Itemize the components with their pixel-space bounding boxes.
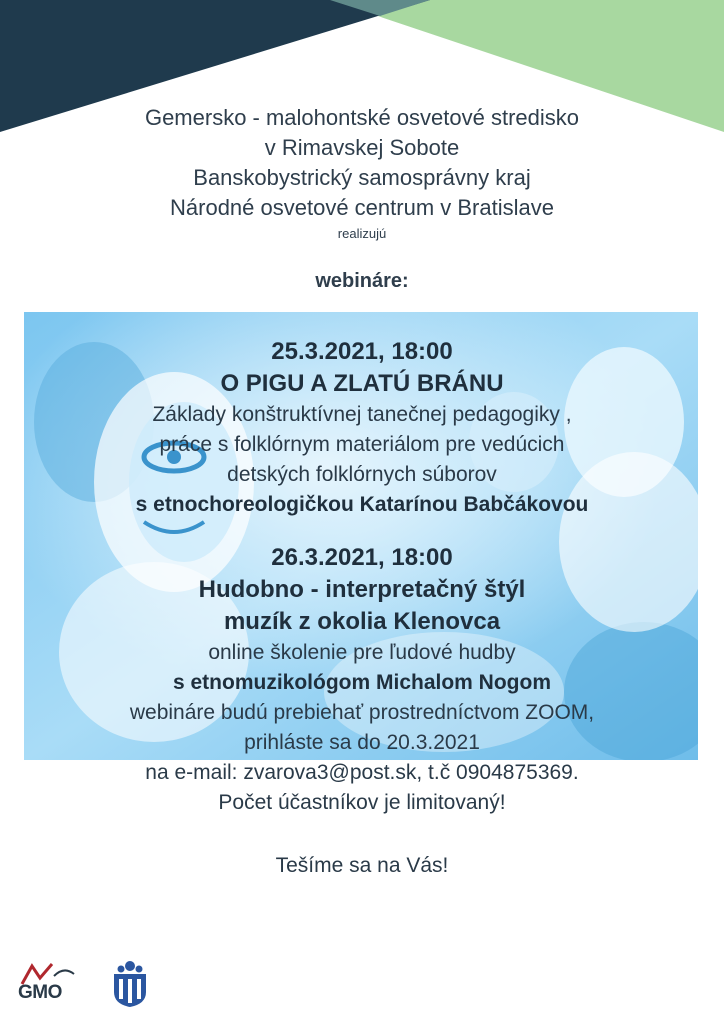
webinar1-desc-1: Základy konštruktívnej tanečnej pedagogiky , — [152, 403, 572, 426]
webinar2-date: 26.3.2021, 18:00 — [271, 544, 453, 571]
organizer-line-3: Banskobystrický samosprávny kraj — [193, 165, 531, 190]
webinar1-lecturer: s etnochoreologičkou Katarínou Babčákovou — [135, 493, 589, 516]
info-line-2: prihláste sa do 20.3.2021 — [244, 731, 480, 754]
organizer-line-4: Národné osvetové centrum v Bratislave — [170, 195, 554, 220]
info-line-4: Počet účastníkov je limitovaný! — [218, 791, 506, 814]
webinar2-desc: online školenie pre ľudové hudby — [208, 641, 516, 664]
webinar1-date: 25.3.2021, 18:00 — [271, 338, 453, 365]
organizer-line-2: v Rimavskej Sobote — [264, 135, 460, 160]
webinar-details — [0, 336, 724, 881]
webinar2-title-1: Hudobno - interpretačný štýl — [198, 576, 526, 603]
webinar2-title-2: muzík z okolia Klenovca — [223, 608, 501, 635]
webinar1-desc-3: detských folklórnych súborov — [227, 463, 497, 486]
closing-text: Tešíme sa na Vás! — [275, 854, 449, 877]
webinar1-title: O PIGU A ZLATÚ BRÁNU — [220, 370, 504, 397]
webinars-label: webináre: — [315, 270, 409, 292]
gmo-logo — [18, 960, 80, 1006]
info-line-1: webináre budú prebiehať prostredníctvom ZOOM, — [129, 701, 595, 724]
bbsk-crest-icon — [110, 958, 150, 1008]
info-line-3: na e-mail: zvarova3@post.sk, t.č 0904875369. — [145, 761, 579, 784]
organizer-line-1: Gemersko - malohontské osvetové stredisko — [144, 105, 580, 130]
realize-label: realizujú — [337, 226, 387, 241]
webinar2-lecturer: s etnomuzikológom Michalom Nogom — [172, 671, 551, 694]
webinar1-desc-2: práce s folklórnym materiálom pre vedúcich — [159, 433, 565, 456]
organizers-header — [0, 103, 724, 245]
gmo-logo-text: GMO — [18, 982, 62, 1003]
